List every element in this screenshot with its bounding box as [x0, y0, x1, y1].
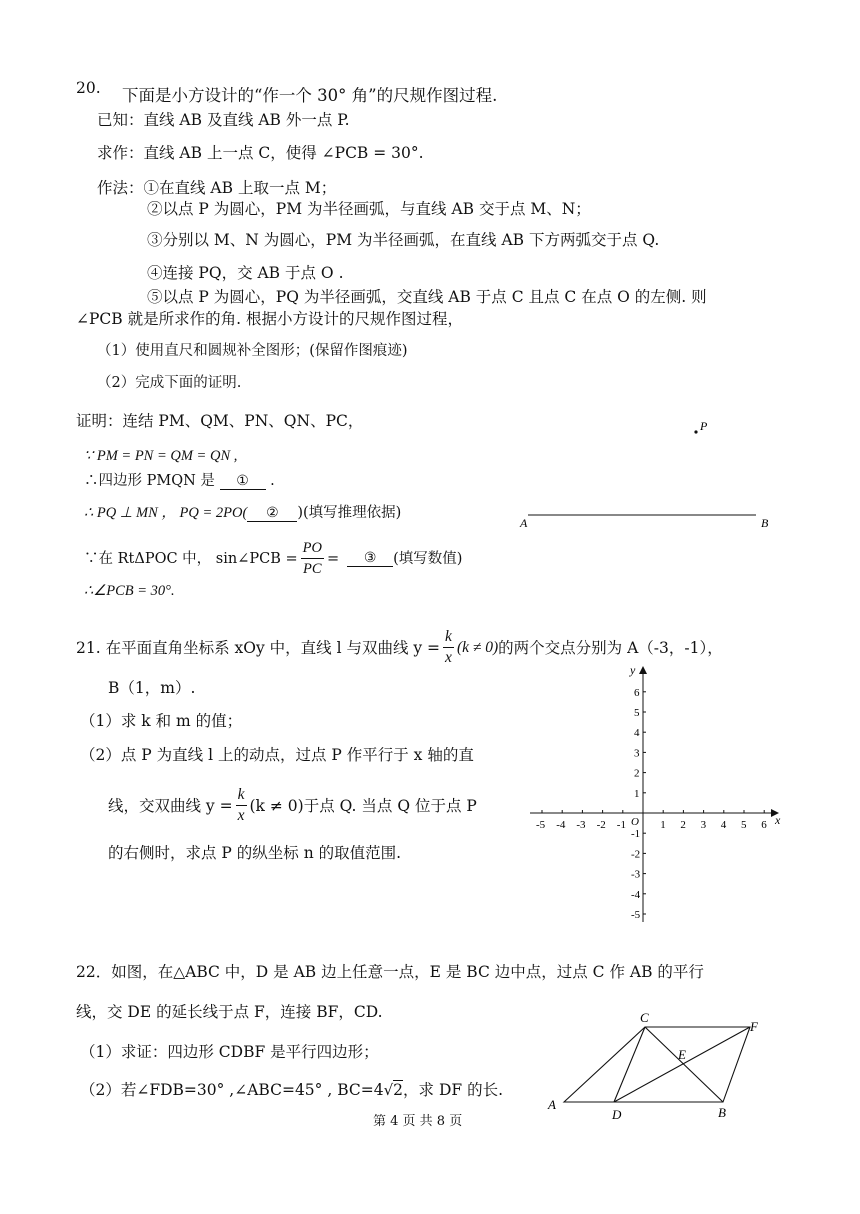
blank-2[interactable]: ② [247, 505, 297, 522]
y-axis-label: y [630, 663, 636, 677]
q20-part-1: （1）使用直尺和圆规补全图形；(保留作图痕迹) [97, 343, 408, 359]
x-axis-label: x [775, 813, 781, 827]
q20-step-5: ⑤以点 P 为圆心，PQ 为半径画弧，交直线 AB 于点 C 且点 C 在点 O 的左侧. 则 [147, 288, 707, 306]
x-tick-label: -2 [596, 819, 606, 831]
proof-line-4-text: ∵在 RtΔPOC 中， sin∠PCB = [84, 550, 298, 567]
q20-construct: 求作：直线 AB 上一点 C，使得 ∠PCB = 30°. [97, 144, 424, 162]
q20-part-2: （2）完成下面的证明. [97, 375, 242, 391]
label-d: D [612, 1107, 622, 1122]
q21-part-2b [108, 785, 477, 826]
proof-line-5: ∴∠PCB = 30°. [84, 583, 175, 599]
q22-part-2-end: ，求 DF 的长. [403, 1081, 503, 1099]
proof-line-4 [84, 538, 462, 579]
blank-3[interactable]: ③ [347, 550, 393, 567]
q21-text: 21. 在平面直角坐标系 xOy 中，直线 l 与双曲线 y = [76, 638, 441, 657]
label-c: C [640, 1010, 649, 1025]
q21-text-end: 的两个交点分别为 A（-3，-1）， [498, 638, 723, 657]
label-a: A [548, 1097, 556, 1112]
fraction-denominator: x [237, 807, 245, 824]
proof-intro: 证明：连结 PM、QM、PN、QN、PC， [76, 412, 364, 430]
q20-step-3: ③分别以 M、N 为圆心，PM 为半径画弧，在直线 AB 下方两弧交于点 Q. [147, 231, 660, 249]
sqrt-sign: √ [383, 1081, 394, 1099]
proof-line-1: ∵ PM = PN = QM = QN , [84, 448, 238, 464]
segment-cd [614, 1027, 645, 1102]
q22-part-2 [80, 1080, 503, 1100]
q21-part-2: （2）点 P 为直线 l 上的动点，过点 P 作平行于 x 轴的直 [80, 746, 474, 764]
y-tick-label: -1 [631, 828, 641, 841]
sqrt-value: 2 [393, 1081, 404, 1099]
hyperbola-fraction-2 [236, 785, 247, 826]
x-tick-label: 1 [660, 819, 666, 831]
equals-sign: = [326, 550, 340, 567]
y-tick-label: 3 [634, 747, 640, 760]
y-tick-label: -2 [631, 848, 641, 861]
y-tick-label: -5 [631, 909, 641, 921]
proof-line-3 [84, 503, 401, 523]
q21-part-2b-end: (k ≠ 0)于点 Q. 当点 Q 位于点 P [249, 796, 477, 815]
label-p: P [700, 419, 708, 433]
x-tick-label: 4 [720, 819, 727, 831]
fraction-denominator: PC [303, 561, 322, 577]
q20-step-4: ④连接 PQ，交 AB 于点 O . [147, 264, 344, 282]
sin-fraction [301, 538, 324, 579]
y-ticks [631, 687, 646, 921]
proof-line-4-end: (填写数值) [393, 550, 463, 567]
y-tick-label: -4 [631, 888, 641, 901]
fraction-numerator: k [236, 785, 247, 806]
x-tick-label: -5 [536, 819, 546, 831]
label-f: F [750, 1019, 758, 1034]
y-tick-label: 1 [634, 787, 640, 800]
fraction-numerator: k [443, 627, 454, 648]
page-footer: 第 4 页 共 8 页 [373, 1114, 463, 1129]
blank-1[interactable]: ① [220, 473, 266, 490]
hyperbola-fraction [443, 627, 454, 668]
q20-step-6: ∠PCB 就是所求作的角. 根据小方设计的尺规作图过程， [76, 310, 463, 328]
q20-step-2: ②以点 P 为圆心，PM 为半径画弧，与直线 AB 交于点 M、N； [147, 200, 591, 218]
proof-line-3-text: ∴ PQ ⊥ MN ， PQ = 2PO( [84, 505, 248, 521]
y-tick-label: -3 [631, 868, 641, 881]
q22-line-2: 线，交 DE 的延长线于点 F，连接 BF，CD. [76, 1003, 383, 1021]
q21-part-2c: 的右侧时，求点 P 的纵坐标 n 的取值范围. [108, 844, 402, 862]
q20-title: 下面是小方设计的“作一个 30° 角”的尺规作图过程. [122, 86, 498, 105]
condition: (k ≠ 0) [456, 638, 499, 656]
x-tick-label: -4 [556, 819, 566, 831]
label-a: A [520, 516, 528, 530]
segment-cb [645, 1027, 723, 1102]
q21-part-2b-text: 线，交双曲线 y = [108, 796, 233, 815]
q20-figure [510, 415, 790, 535]
q20-given: 已知：直线 AB 及直线 AB 外一点 P. [97, 111, 350, 129]
coordinate-axes [525, 660, 795, 930]
label-b: B [761, 516, 769, 530]
q22-line-1: 22．如图，在△ABC 中，D 是 AB 边上任意一点，E 是 BC 边中点，过点 C 作 AB 的平行 [76, 963, 704, 981]
proof-line-3-end: )(填写推理依据) [297, 505, 402, 521]
x-tick-label: 5 [741, 819, 747, 831]
x-tick-label: 3 [700, 819, 707, 831]
label-e: E [678, 1047, 686, 1062]
proof-line-2-end: . [270, 473, 275, 489]
q20-step-1: 作法：①在直线 AB 上取一点 M； [97, 179, 337, 197]
origin-label: O [631, 816, 639, 828]
q22-figure [540, 1005, 780, 1130]
segment-df [614, 1027, 750, 1102]
x-tick-label: 6 [761, 819, 767, 831]
q22-part-1: （1）求证：四边形 CDBF 是平行四边形； [80, 1043, 379, 1061]
point-p [694, 430, 697, 433]
q21-part-1: （1）求 k 和 m 的值； [80, 712, 243, 730]
x-tick-label: 2 [680, 819, 686, 831]
y-tick-label: 2 [634, 767, 640, 780]
y-tick-label: 5 [634, 707, 640, 719]
proof-line-2 [84, 471, 275, 491]
x-tick-label: -3 [576, 819, 586, 831]
proof-line-2-text: ∴四边形 PMQN 是 [84, 473, 215, 489]
x-tick-label: -1 [616, 819, 626, 831]
y-tick-label: 4 [634, 727, 640, 740]
q22-part-2-text: （2）若∠FDB=30° ,∠ABC=45° , BC=4 [80, 1081, 384, 1099]
fraction-numerator: PO [301, 538, 324, 559]
y-tick-label: 6 [634, 686, 640, 699]
fraction-denominator: x [445, 649, 452, 666]
label-b: B [718, 1105, 726, 1120]
q20-number: 20. [76, 79, 101, 97]
q21-line-2: B（1，m）. [108, 679, 196, 697]
